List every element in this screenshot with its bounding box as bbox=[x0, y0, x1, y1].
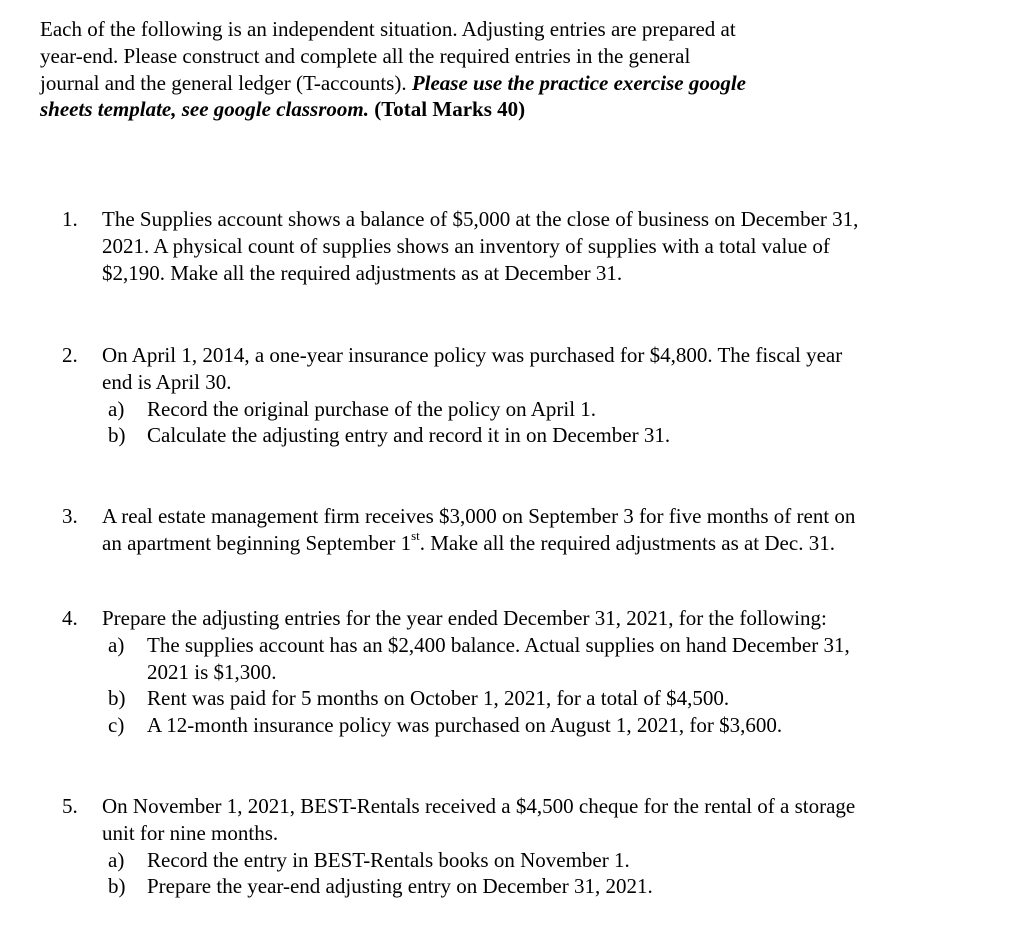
question-4-part-a bbox=[102, 632, 850, 686]
question-4-text bbox=[102, 605, 850, 739]
template-note-part-2: sheets template, see google classroom. bbox=[40, 97, 369, 122]
part-text: Record the original purchase of the policy on April 1. bbox=[147, 396, 597, 421]
question-3-line-2 bbox=[102, 527, 855, 557]
instructions-line-1: Each of the following is an independent situation. Adjusting entries are prepared at bbox=[40, 17, 736, 41]
question-4-part-b bbox=[102, 685, 850, 712]
question-1-line-3: $2,190. Make all the required adjustments as at December 31. bbox=[102, 260, 623, 285]
question-5-part-b bbox=[102, 873, 855, 900]
question-1-number: 1. bbox=[62, 207, 78, 231]
instructions-line-4 bbox=[40, 96, 940, 123]
part-text: Prepare the year-end adjusting entry on December 31, 2021. bbox=[147, 874, 653, 899]
part-text: Record the entry in BEST-Rentals books on November 1. bbox=[147, 847, 630, 872]
question-3-text bbox=[102, 503, 855, 557]
question-2-part-a bbox=[102, 396, 842, 423]
part-letter: a) bbox=[108, 847, 125, 872]
ordinal-suffix: st bbox=[411, 527, 420, 543]
question-1-line-1: The Supplies account shows a balance of $5,000 at the close of business on December 31, bbox=[102, 207, 859, 231]
instructions-line-3-text: journal and the general ledger (T-accounts). bbox=[40, 70, 412, 95]
part-text: Calculate the adjusting entry and record it in on December 31. bbox=[147, 423, 671, 448]
question-3-line-2-text: an apartment beginning September 1 bbox=[102, 530, 412, 555]
part-letter: b) bbox=[108, 686, 126, 711]
part-letter: a) bbox=[108, 632, 125, 657]
instructions-paragraph bbox=[40, 16, 940, 123]
question-5-part-a bbox=[102, 847, 855, 874]
part-letter: b) bbox=[108, 874, 126, 899]
instructions-line-2: year-end. Please construct and complete all the required entries in the general bbox=[40, 43, 691, 68]
question-5-line-2: unit for nine months. bbox=[102, 820, 279, 845]
question-2-part-b bbox=[102, 422, 842, 449]
part-letter: a) bbox=[108, 396, 125, 421]
question-2-line-1: On April 1, 2014, a one-year insurance policy was purchased for $4,800. The fiscal year bbox=[102, 343, 843, 367]
part-text: Rent was paid for 5 months on October 1, 2021, for a total of $4,500. bbox=[147, 686, 730, 711]
part-letter: c) bbox=[108, 713, 125, 738]
instructions-line-3 bbox=[40, 70, 940, 97]
question-5-line-1: On November 1, 2021, BEST-Rentals received a $4,500 cheque for the rental of a storage bbox=[102, 794, 856, 818]
question-2-text bbox=[102, 342, 842, 449]
question-2-number: 2. bbox=[62, 343, 78, 367]
part-text-line-1: The supplies account has an $2,400 balance. Actual supplies on hand December 31, bbox=[147, 632, 850, 657]
part-letter: b) bbox=[108, 423, 126, 448]
template-note-part-1: Please use the practice exercise google bbox=[411, 70, 746, 95]
question-1-text bbox=[102, 206, 858, 286]
question-5-text bbox=[102, 793, 855, 900]
question-3-line-1: A real estate management firm receives $3,000 on September 3 for five months of rent on bbox=[102, 504, 856, 528]
question-2-line-2: end is April 30. bbox=[102, 369, 232, 394]
question-4-line-1: Prepare the adjusting entries for the year ended December 31, 2021, for the following: bbox=[102, 606, 827, 630]
question-4-part-c bbox=[102, 712, 850, 739]
question-1-line-2: 2021. A physical count of supplies shows an inventory of supplies with a total value of bbox=[102, 233, 830, 258]
question-3-number: 3. bbox=[62, 504, 78, 528]
question-3-line-2-end: . Make all the required adjustments as at Dec. 31. bbox=[419, 530, 835, 555]
total-marks: (Total Marks 40) bbox=[368, 97, 526, 122]
question-5-number: 5. bbox=[62, 794, 78, 818]
part-text: A 12-month insurance policy was purchased on August 1, 2021, for $3,600. bbox=[147, 713, 783, 738]
question-4-number: 4. bbox=[62, 606, 78, 630]
part-text-line-2: 2021 is $1,300. bbox=[147, 659, 277, 684]
